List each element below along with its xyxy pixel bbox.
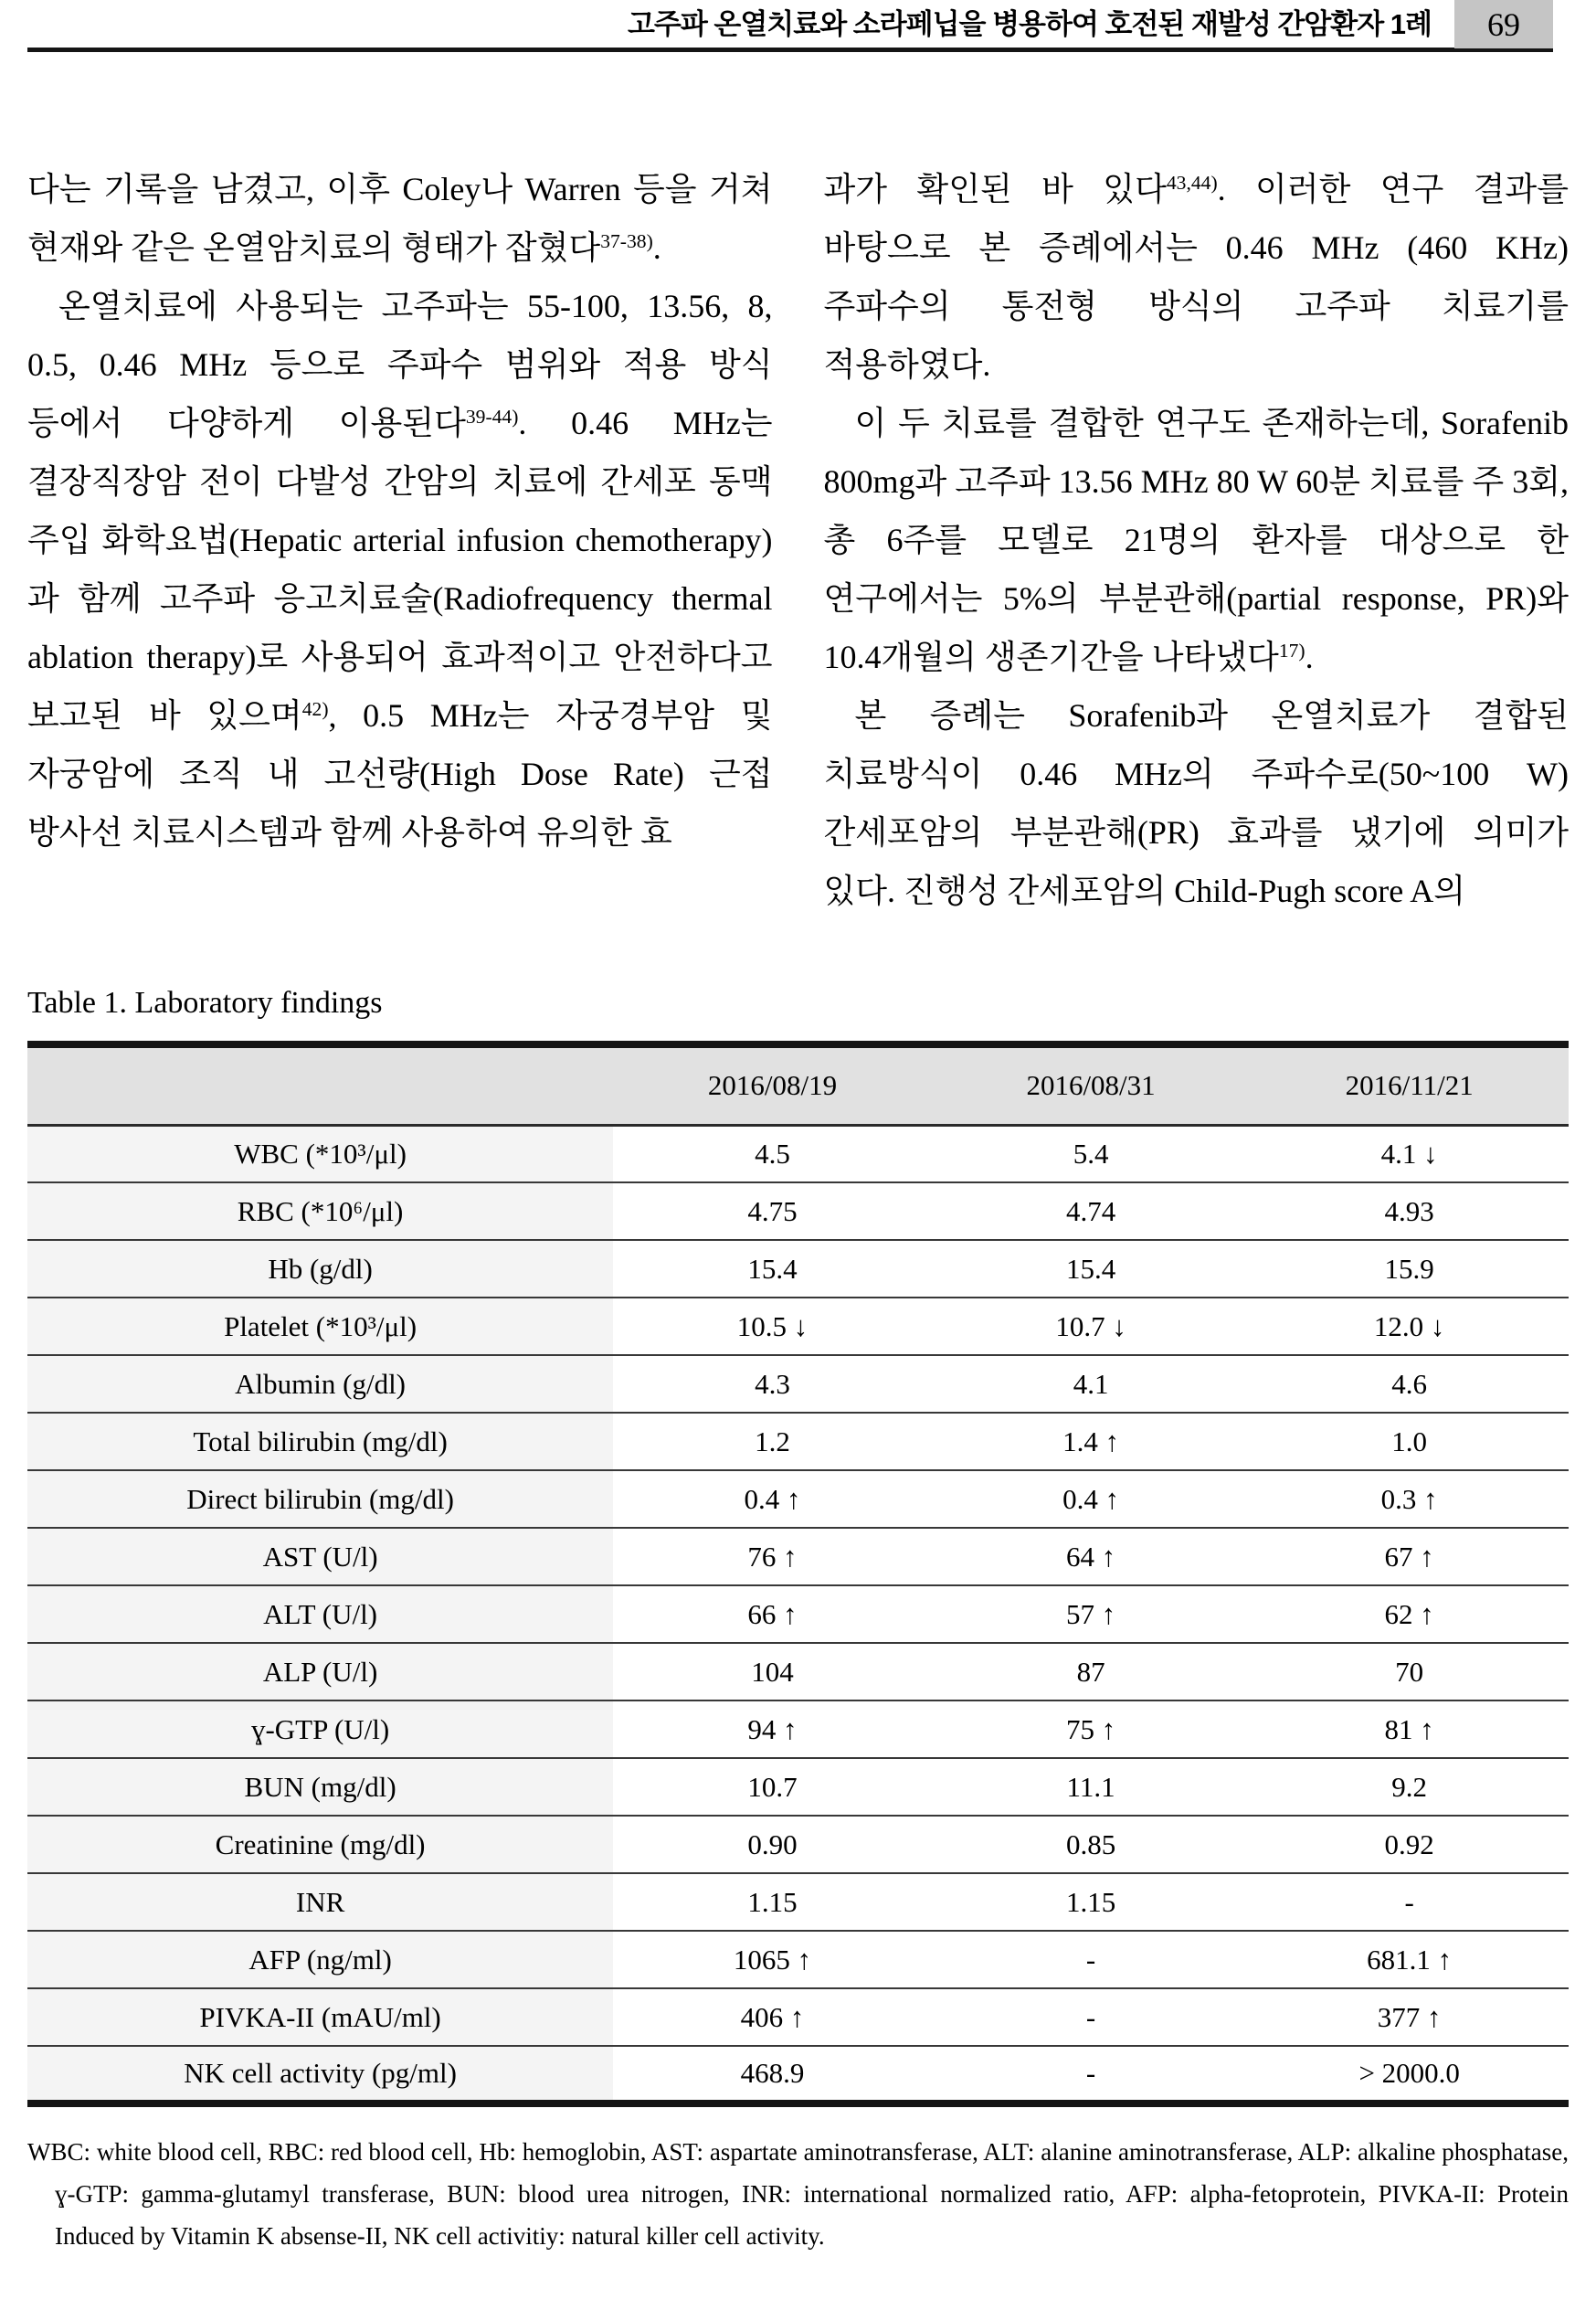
- table-row: [27, 1758, 1569, 1816]
- cell-value: 1.4 ↑: [932, 1413, 1251, 1470]
- text-run: 본 증례는 Sorafenib과 온열치료가 결합된 치료방식이 0.46 MHz의 주파수로(50~100 W) 간세포암의 부분관해(PR) 효과를 냈기에 의미가 있다. 진행성 간세포암의 Child-Pugh score A의: [823, 697, 1569, 909]
- left-column: [27, 160, 773, 920]
- row-label: WBC (*10³/μl): [27, 1125, 613, 1182]
- cell-value: 468.9: [740, 2057, 805, 2089]
- text-run: . 이러한 연구 결과를 바탕으로 본 증례에서는 0.46 MHz (460 KHz) 주파수의 통전형 방식의 고주파 치료기를 적용하였다.: [823, 171, 1569, 383]
- cell-value: 15.9: [1250, 1240, 1569, 1298]
- text-run: . 0.46 MHz는 결장직장암 전이 다발성 간암의 치료에 간세포 동맥 주입 화학요법(Hepatic arterial infusion chemotherapy)과 함께 고주파 응고치료술(Radiofrequency thermal ablation therapy)로 사용되어 효과적이고 안전하다고 보고된 바 있으며: [27, 405, 773, 734]
- table-title: Table 1. Laboratory findings: [27, 986, 383, 1020]
- cell-value: 15.4: [932, 1240, 1251, 1298]
- cell-value: 0.85: [932, 1816, 1251, 1873]
- paragraph: [27, 160, 773, 277]
- cell-value: 4.1 ↓: [1250, 1125, 1569, 1182]
- row-label: ALT (U/l): [27, 1585, 613, 1643]
- table-row: [27, 1298, 1569, 1355]
- cell-value: -: [932, 1988, 1251, 2046]
- cell-value: 0.4 ↑: [613, 1470, 932, 1528]
- table-row: [27, 1643, 1569, 1700]
- row-label: ɣ-GTP (U/l): [27, 1700, 613, 1758]
- right-column: [824, 160, 1570, 920]
- row-label: Hb (g/dl): [27, 1240, 613, 1298]
- cell-value: 406 ↑: [613, 1988, 932, 2046]
- superscript-reference: 37-38): [600, 230, 653, 253]
- cell-value: 1065 ↑: [613, 1931, 932, 1988]
- superscript-reference: 42): [301, 698, 329, 721]
- cell-value: 0.4 ↑: [932, 1470, 1251, 1528]
- laboratory-findings-table: [27, 1041, 1569, 2107]
- cell-value: 10.5 ↓: [613, 1298, 932, 1355]
- cell-value: 67 ↑: [1250, 1528, 1569, 1585]
- cell-value: 94 ↑: [613, 1700, 932, 1758]
- superscript-reference: 39-44): [465, 406, 519, 429]
- cell-value: 76 ↑: [613, 1528, 932, 1585]
- cell-value: 4.75: [613, 1182, 932, 1240]
- cell-value: 1.0: [1250, 1413, 1569, 1470]
- cell-value: 70: [1250, 1643, 1569, 1700]
- table-row: [27, 1988, 1569, 2046]
- cell-value: 1.15: [932, 1873, 1251, 1931]
- date-column-header: 2016/08/31: [932, 1044, 1251, 1125]
- row-label: Albumin (g/dl): [27, 1355, 613, 1413]
- cell-value: 1.2: [613, 1413, 932, 1470]
- cell-value: 57 ↑: [932, 1585, 1251, 1643]
- cell-value: 10.7: [613, 1758, 932, 1816]
- table-row: [27, 1816, 1569, 1873]
- table-row: [27, 2046, 1569, 2103]
- cell-value: 104: [613, 1643, 932, 1700]
- cell-value: -: [1250, 1873, 1569, 1931]
- row-label: AFP (ng/ml): [27, 1931, 613, 1988]
- cell-value: 681.1 ↑: [1250, 1931, 1569, 1988]
- row-label: BUN (mg/dl): [27, 1758, 613, 1816]
- cell-value: -: [932, 1931, 1251, 1988]
- text-run: 이 두 치료를 결합한 연구도 존재하는데, Sorafenib 800mg과 고주파 13.56 MHz 80 W 60분 치료를 주 3회, 총 6주를 모델로 21명의 환자를 대상으로 한 연구에서는 5%의 부분관해(partial response, PR)와 10.4개월의 생존기간을 나타냈다: [823, 405, 1569, 675]
- cell-value: 4.93: [1250, 1182, 1569, 1240]
- page-number-badge: [1454, 0, 1553, 48]
- table-row: [27, 1585, 1569, 1643]
- running-head: [27, 0, 1569, 52]
- cell-value: 64 ↑: [932, 1528, 1251, 1585]
- table-footnote: WBC: white blood cell, RBC: red blood cell, Hb: hemoglobin, AST: aspartate aminotransferase, ALT: alanine aminotransferase, ALP: alkaline phosphatase, ɣ-GTP: gamma-glutamyl transferase, BUN: blood urea nitrogen, INR: international normalized ratio, AFP: alpha-fetoprotein, PIVKA-II: Protein Induced by Vitamin K absense-II, NK cell activitiy: natural killer cell activity.: [27, 2138, 1569, 2250]
- text-run: .: [652, 229, 661, 266]
- cell-value: 4.6: [1250, 1355, 1569, 1413]
- cell-value: 11.1: [932, 1758, 1251, 1816]
- running-head-title: 고주파 온열치료와 소라페닙을 병용하여 호전된 재발성 간암환자 1례: [627, 8, 1432, 40]
- cell-value: 12.0 ↓: [1250, 1298, 1569, 1355]
- text-run: 온열치료에 사용되는 고주파는 55-100, 13.56, 8, 0.5, 0.46 MHz 등으로 주파수 범위와 적용 방식 등에서 다양하게 이용된다: [27, 288, 773, 441]
- row-label: ALP (U/l): [27, 1643, 613, 1700]
- table-head: [27, 1044, 1569, 1125]
- superscript-reference: 43,44): [1166, 172, 1218, 195]
- cell-value: 4.3: [613, 1355, 932, 1413]
- row-label: NK cell activity (pg/ml): [27, 2046, 613, 2103]
- cell-value: 62 ↑: [1250, 1585, 1569, 1643]
- cell-value: 0.3 ↑: [1250, 1470, 1569, 1528]
- superscript-reference: 17): [1278, 640, 1305, 662]
- text-run: , 0.5 MHz는 자궁경부암 및 자궁암에 조직 내 고선량(High Dose Rate) 근접 방사선 치료시스템과 함께 사용하여 유의한 효: [27, 697, 773, 851]
- cell-value: 377 ↑: [1250, 1988, 1569, 2046]
- cell-value: 4.74: [932, 1182, 1251, 1240]
- table-row: [27, 1413, 1569, 1470]
- table-header-row: [27, 1044, 1569, 1125]
- row-label: Platelet (*10³/μl): [27, 1298, 613, 1355]
- two-column-body: [27, 160, 1569, 920]
- table-row: [27, 1182, 1569, 1240]
- cell-value: 66 ↑: [613, 1585, 932, 1643]
- cell-value: 4.5: [613, 1125, 932, 1182]
- cell-value: 75 ↑: [932, 1700, 1251, 1758]
- text-run: 다는 기록을 남겼고, 이후 Coley나 Warren 등을 거쳐 현재와 같은 온열암치료의 형태가 잡혔다: [27, 171, 773, 266]
- page-number: 69: [1487, 5, 1520, 43]
- table-row: [27, 1931, 1569, 1988]
- cell-value: -: [1085, 2057, 1096, 2089]
- text-run: 과가 확인된 바 있다: [823, 171, 1167, 207]
- paragraph: [824, 686, 1570, 920]
- cell-value: 10.7 ↓: [932, 1298, 1251, 1355]
- table-row: [27, 1528, 1569, 1585]
- corner-cell: [27, 1044, 613, 1125]
- date-column-header: 2016/11/21: [1250, 1044, 1569, 1125]
- cell-value: 4.1: [932, 1355, 1251, 1413]
- paragraph: [824, 394, 1570, 686]
- row-label: Creatinine (mg/dl): [27, 1816, 613, 1873]
- text-run: .: [1305, 639, 1314, 675]
- paragraph: [824, 160, 1570, 394]
- header-rule: [27, 48, 1553, 52]
- row-label: RBC (*10⁶/μl): [27, 1182, 613, 1240]
- table-body: [27, 1125, 1569, 2103]
- cell-value: 9.2: [1250, 1758, 1569, 1816]
- row-label: Total bilirubin (mg/dl): [27, 1413, 613, 1470]
- row-label: AST (U/l): [27, 1528, 613, 1585]
- row-label: PIVKA-II (mAU/ml): [27, 1988, 613, 2046]
- cell-value: 15.4: [613, 1240, 932, 1298]
- cell-value: 0.90: [613, 1816, 932, 1873]
- table-row: [27, 1125, 1569, 1182]
- table-row: [27, 1700, 1569, 1758]
- table-row: [27, 1240, 1569, 1298]
- table-row: [27, 1470, 1569, 1528]
- table-row: [27, 1355, 1569, 1413]
- cell-value: 1.15: [613, 1873, 932, 1931]
- row-label: INR: [27, 1873, 613, 1931]
- date-column-header: 2016/08/19: [613, 1044, 932, 1125]
- cell-value: 0.92: [1250, 1816, 1569, 1873]
- paragraph: [27, 277, 773, 862]
- cell-value: 81 ↑: [1250, 1700, 1569, 1758]
- cell-value: 87: [932, 1643, 1251, 1700]
- table-row: [27, 1873, 1569, 1931]
- cell-value: > 2000.0: [1358, 2057, 1460, 2089]
- row-label: Direct bilirubin (mg/dl): [27, 1470, 613, 1528]
- cell-value: 5.4: [932, 1125, 1251, 1182]
